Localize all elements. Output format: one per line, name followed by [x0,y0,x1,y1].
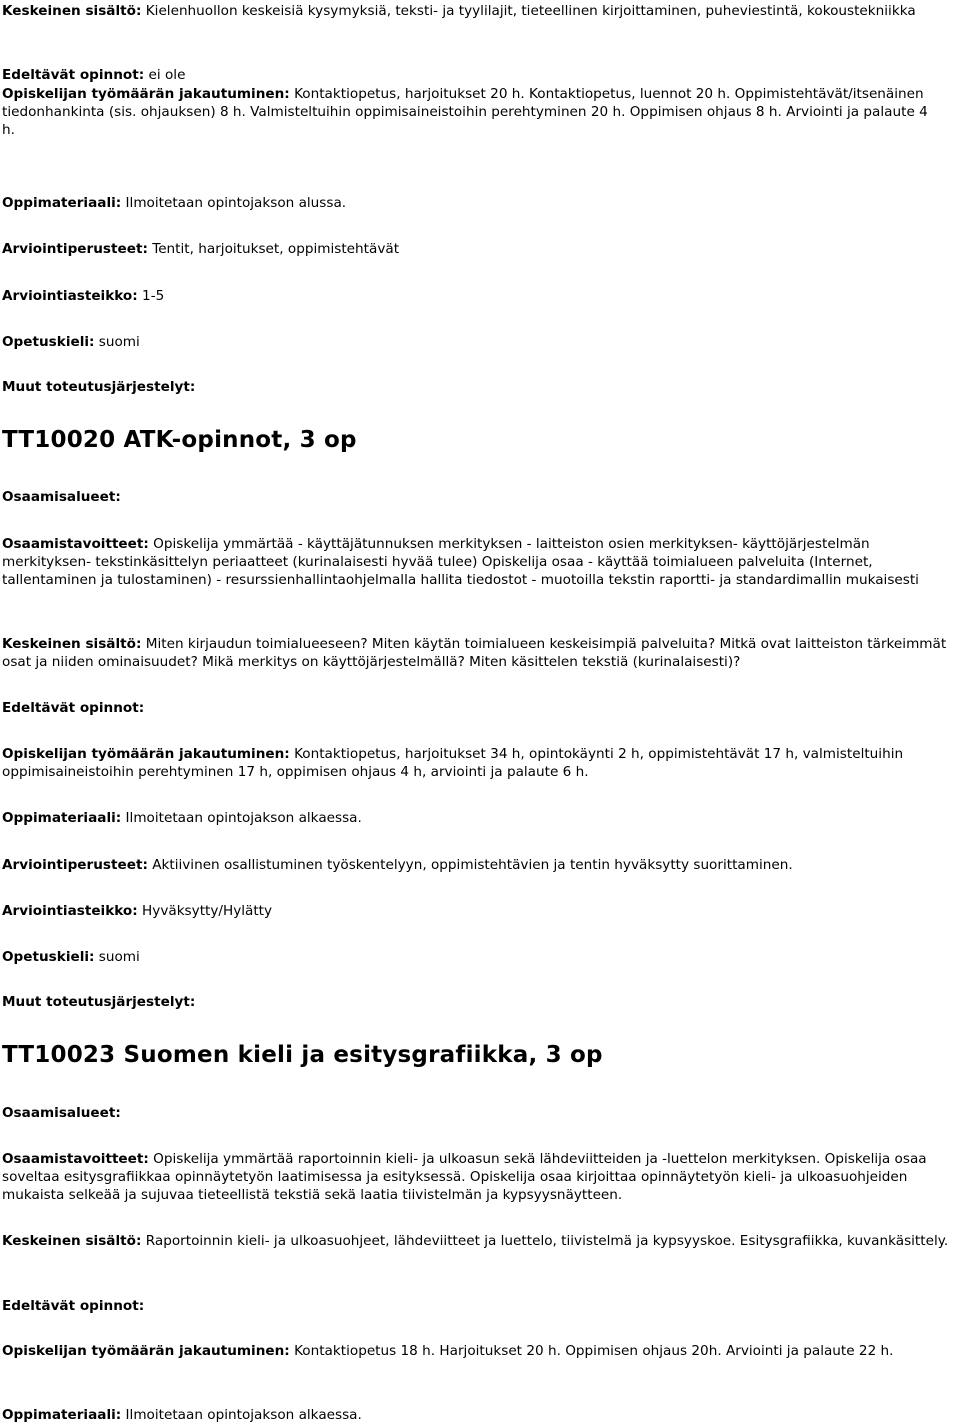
c3-goals-text: Opiskelija ymmärtää raportoinnin kieli- ja ulkoasun sekä lähdeviitteiden ja -luettelon merkityksen. Opiskelija osaa soveltaa esitysgrafiikkaa opinnäytetyön laatimisessa ja esityksessä. Opiskelija osaa kirjoittaa opinnäytetyön kieli- ja ulkoasuohjeiden mukaista selkeää ja sujuvaa tieteellistä tekstiä sekä laatia tiivistelmän ja kypsyysnäytteen. [2,1151,927,1203]
c3-content-label: Keskeinen sisältö: [2,1233,142,1249]
b1-other [2,378,954,396]
b1-material-text: Ilmoitetaan opintojakson alussa. [125,195,347,211]
c2-goals-text: Opiskelija ymmärtää - käyttäjätunnuksen merkityksen - laitteiston osien merkityksen- käyttöjärjestelmän merkityksen- tekstinkäsittelyn periaatteet (kurinalaisesti hyvää tulee) Opiskelija osaa - käyttää toimialueen palveluita (Internet, tallentaminen ja tulostaminen) - resurssienhallintaohjelmalla hallita tiedostot - muotoilla tekstin raportti- ja standardimallin mukaisesti [2,536,919,588]
c3-areas-label: Osaamisalueet: [2,1105,121,1121]
c2-workload [2,745,954,781]
c2-material-text: Ilmoitetaan opintojakson alkaessa. [125,810,362,826]
c2-criteria-label: Arviointiperusteet: [2,857,148,873]
c2-lang-text: suomi [98,949,140,965]
b1-criteria-label: Arviointiperusteet: [2,241,148,257]
c3-material-label: Oppimateriaali: [2,1407,122,1423]
b1-scale-text: 1-5 [142,288,165,304]
b1-criteria [2,240,954,258]
c3-material-text: Ilmoitetaan opintojakson alkaessa. [125,1407,362,1423]
c3-material [2,1406,954,1424]
b1-content-text: Kielenhuollon keskeisiä kysymyksiä, teksti- ja tyylilajit, tieteellinen kirjoittaminen, puheviestintä, kokoustekniikka [145,3,916,19]
c2-other [2,993,954,1011]
c2-prereq-label: Edeltävät opinnot: [2,700,145,716]
course3-title: TT10023 Suomen kieli ja esitysgrafiikka, 3 op [2,1042,603,1068]
c2-content [2,635,954,671]
c2-content-label: Keskeinen sisältö: [2,636,142,652]
c2-scale-text: Hyväksytty/Hylätty [142,903,273,919]
b1-workload-text: Kontaktiopetus, harjoitukset 20 h. Kontaktiopetus, luennot 20 h. Oppimistehtävät/itsenäinen tiedonhankinta (sis. ohjauksen) 8 h. Valmisteltuihin oppimisaineistoihin perehtyminen 20 h. Oppimisen ohjaus 8 h. Arviointi ja palaute 4 h. [2,86,928,138]
c2-scale [2,902,954,920]
b1-content-label: Keskeinen sisältö: [2,3,142,19]
c3-workload-text: Kontaktiopetus 18 h. Harjoitukset 20 h. Oppimisen ohjaus 20h. Arviointi ja palaute 22 h. [294,1343,894,1359]
c3-content [2,1232,954,1250]
c2-goals [2,535,954,589]
c2-criteria-text: Aktiivinen osallistuminen työskentelyyn, oppimistehtävien ja tentin hyväksytty suorittaminen. [152,857,793,873]
c2-criteria [2,856,954,874]
b1-prereq [2,66,954,84]
c2-workload-label: Opiskelijan työmäärän jakautuminen: [2,746,290,762]
c2-material-label: Oppimateriaali: [2,810,122,826]
c2-prereq [2,699,954,717]
b1-workload [2,85,932,139]
b1-scale-label: Arviointiasteikko: [2,288,138,304]
c2-areas-label: Osaamisalueet: [2,489,121,505]
b1-criteria-text: Tentit, harjoitukset, oppimistehtävät [152,241,400,257]
b1-workload-label: Opiskelijan työmäärän jakautuminen: [2,86,290,102]
course2-title: TT10020 ATK-opinnot, 3 op [2,427,357,453]
b1-prereq-label: Edeltävät opinnot: [2,67,145,83]
c2-content-text: Miten kirjaudun toimialueeseen? Miten käytän toimialueen keskeisimpiä palveluita? Mitkä ovat laitteiston tärkeimmät osat ja niiden ominaisuudet? Mikä merkitys on käyttöjärjestelmällä? Miten käsittelen tekstiä (kurinalaisesti)? [2,636,947,670]
b1-material [2,194,954,212]
c3-goals [2,1150,954,1204]
c2-material [2,809,954,827]
c3-workload [2,1342,954,1360]
c3-prereq-label: Edeltävät opinnot: [2,1298,145,1314]
c2-workload-text: Kontaktiopetus, harjoitukset 34 h, opintokäynti 2 h, oppimistehtävät 17 h, valmisteltuihin oppimisaineistoihin perehtyminen 17 h, oppimisen ohjaus 4 h, arviointi ja palaute 6 h. [2,746,904,780]
c2-goals-label: Osaamistavoitteet: [2,536,149,552]
c3-areas [2,1104,954,1122]
b1-prereq-text: ei ole [148,67,186,83]
b1-lang-label: Opetuskieli: [2,334,95,350]
c2-other-label: Muut toteutusjärjestelyt: [2,994,196,1010]
c2-lang-label: Opetuskieli: [2,949,95,965]
b1-material-label: Oppimateriaali: [2,195,122,211]
c3-workload-label: Opiskelijan työmäärän jakautuminen: [2,1343,290,1359]
b1-scale [2,287,954,305]
c3-prereq [2,1297,954,1315]
b1-lang-text: suomi [98,334,140,350]
c3-goals-label: Osaamistavoitteet: [2,1151,149,1167]
c2-scale-label: Arviointiasteikko: [2,903,138,919]
b1-content [2,2,954,20]
c2-areas [2,488,954,506]
b1-other-label: Muut toteutusjärjestelyt: [2,379,196,395]
c3-content-text: Raportoinnin kieli- ja ulkoasuohjeet, lähdeviitteet ja luettelo, tiivistelmä ja kypsyyskoe. Esitysgrafiikka, kuvankäsittely. [145,1233,949,1249]
c2-lang [2,948,954,966]
b1-lang [2,333,954,351]
